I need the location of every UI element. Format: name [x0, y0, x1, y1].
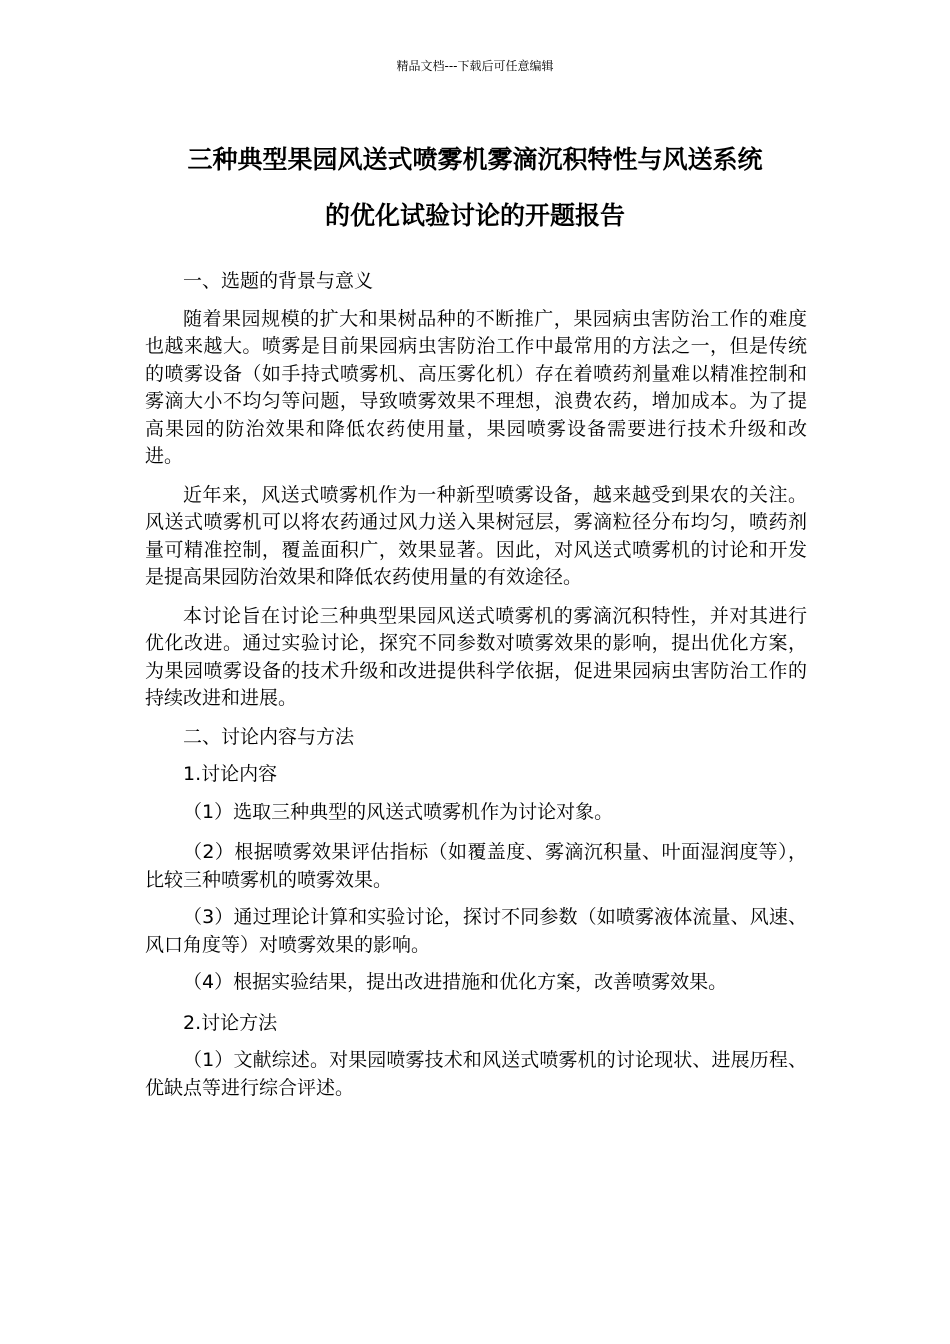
list-item: （4）根据实验结果，提出改进措施和优化方案，改善喷雾效果。 — [183, 971, 728, 993]
paragraph: 本讨论旨在讨论三种典型果园风送式喷雾机的雾滴沉积特性，并对其进行优化改进。通过实验讨论，探究不同参数对喷雾效果的影响，提出优化方案，为果园喷雾设备的技术升级和改进提供科学依据，促进果园病虫害防治工作的持续改进和进展。 — [145, 604, 807, 709]
section-heading-background: 一、选题的背景与意义 — [183, 270, 374, 292]
list-item: （1）选取三种典型的风送式喷雾机作为讨论对象。 — [183, 800, 614, 823]
list-item: （1）文献综述。对果园喷雾技术和风送式喷雾机的讨论现状、进展历程、优缺点等进行综合评述。 — [145, 1049, 807, 1099]
header-note: 精品文档---下载后可任意编辑 — [396, 59, 554, 73]
title-line-1: 三种典型果园风送式喷雾机雾滴沉积特性与风送系统 — [187, 145, 763, 174]
subsection-heading-content: 1.讨论内容 — [183, 763, 278, 785]
document-title — [140, 132, 810, 244]
subsection-heading-methods: 2.讨论方法 — [183, 1011, 278, 1034]
section-heading-content-methods: 二、讨论内容与方法 — [183, 725, 355, 748]
list-item: （3）通过理论计算和实验讨论，探讨不同参数（如喷雾液体流量、风速、风口角度等）对喷雾效果的影响。 — [145, 906, 807, 956]
paragraph: 随着果园规模的扩大和果树品种的不断推广，果园病虫害防治工作的难度也越来越大。喷雾是目前果园病虫害防治工作中最常用的方法之一，但是传统的喷雾设备（如手持式喷雾机、高压雾化机）存在着喷药剂量难以精准控制和雾滴大小不均匀等问题，导致喷雾效果不理想，浪费农药，增加成本。为了提高果园的防治效果和降低农药使用量，果园喷雾设备需要进行技术升级和改进。 — [145, 307, 807, 467]
document-body — [145, 268, 807, 1115]
list-item: （2）根据喷雾效果评估指标（如覆盖度、雾滴沉积量、叶面湿润度等），比较三种喷雾机的喷雾效果。 — [145, 841, 807, 891]
paragraph: 近年来，风送式喷雾机作为一种新型喷雾设备，越来越受到果农的关注。风送式喷雾机可以将农药通过风力送入果树冠层，雾滴粒径分布均匀，喷药剂量可精准控制，覆盖面积广，效果显著。因此，对风送式喷雾机的讨论和开发是提高果园防治效果和降低农药使用量的有效途径。 — [145, 483, 807, 588]
title-line-2: 的优化试验讨论的开题报告 — [324, 201, 625, 230]
